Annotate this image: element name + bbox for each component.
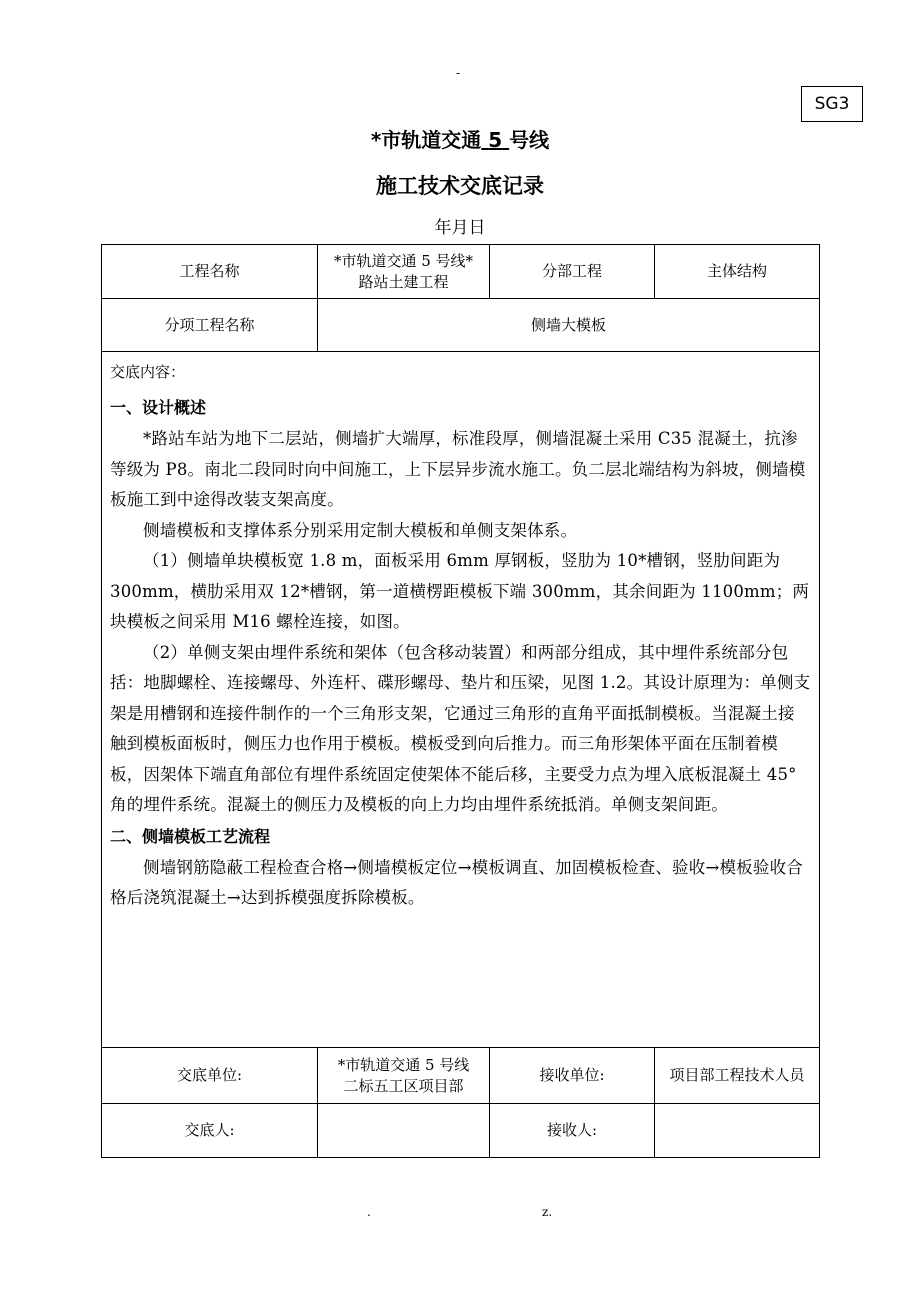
division-value: 主体结构 xyxy=(655,245,820,299)
section1-paragraph: 侧墙模板和支撑体系分别采用定制大模板和单侧支架体系。 xyxy=(143,520,578,540)
subitem-label: 分项工程名称 xyxy=(102,299,318,352)
content-row xyxy=(102,352,820,1048)
receiver-unit-label: 接收单位: xyxy=(490,1048,655,1104)
form-code-box: SG3 xyxy=(801,86,863,122)
receiver-person-label: 接收人: xyxy=(490,1104,655,1158)
disclosure-form-table xyxy=(101,244,820,1158)
subitem-row xyxy=(102,299,820,352)
issuer-unit-value: *市轨道交通 5 号线 二标五工区项目部 xyxy=(318,1048,490,1104)
content-label: 交底内容： xyxy=(110,363,186,381)
subitem-value: 侧墙大模板 xyxy=(318,299,820,352)
top-mark: - xyxy=(456,66,461,80)
document-subtitle: 施工技术交底记录 xyxy=(376,174,544,198)
section2-heading: 二、侧墙模板工艺流程 xyxy=(110,826,271,846)
footer-right-mark: z. xyxy=(542,1205,553,1219)
section2-paragraph: 侧墙钢筋隐蔽工程检查合格→侧墙模板定位→模板调直、加固模板检查、验收→模板验收合格后浇筑混凝土→达到拆模强度拆除模板。 xyxy=(110,857,803,907)
issuer-person-signature xyxy=(318,1104,490,1158)
project-name-value: *市轨道交通 5 号线* 路站土建工程 xyxy=(318,245,490,299)
project-name-label: 工程名称 xyxy=(102,245,318,299)
document-date: 年月日 xyxy=(434,218,486,238)
project-row xyxy=(102,245,820,299)
section1-paragraph: （2）单侧支架由埋件系统和架体（包含移动装置）和两部分组成，其中埋件系统部分包括：地脚螺栓、连接螺母、外连杆、碟形螺母、垫片和压梁，见图 1.2。其设计原理为：单侧支架是用槽钢和连接件制作的一个三角形支架，它通过三角形的直角平面抵制模板。当混凝土接触到模板面板时，侧压力也作用于模板。模板受到向后推力。而三角形架体平面在压制着模板，因架体下端直角部位有埋件系统固定使架体不能后移，主要受力点为埋入底板混凝土 45°角的埋件系统。混凝土的侧压力及模板的向上力均由埋件系统抵消。单侧支架间距。 xyxy=(110,642,811,814)
title-prefix: *市轨道交通 xyxy=(370,128,482,152)
title-suffix: 号线 xyxy=(509,128,550,152)
division-label: 分部工程 xyxy=(490,245,655,299)
unit-row xyxy=(102,1048,820,1104)
person-row xyxy=(102,1104,820,1158)
section1-heading: 一、设计概述 xyxy=(110,398,207,417)
document-title xyxy=(0,124,920,153)
receiver-unit-value: 项目部工程技术人员 xyxy=(655,1048,820,1104)
issuer-unit-label: 交底单位: xyxy=(102,1048,318,1104)
footer-left-mark: . xyxy=(367,1205,371,1219)
issuer-person-label: 交底人: xyxy=(102,1104,318,1158)
title-line-number: 5 xyxy=(488,128,503,152)
disclosure-content xyxy=(102,352,820,1048)
section1-paragraph: *路站车站为地下二层站，侧墙扩大端厚，标准段厚，侧墙混凝土采用 C35 混凝土，抗渗等级为 P8。南北二段同时向中间施工，上下层异步流水施工。负二层北端结构为斜坡，侧墙模板施工到中途得改装支架高度。 xyxy=(110,429,806,509)
receiver-person-signature xyxy=(655,1104,820,1158)
section1-paragraph: （1）侧墙单块模板宽 1.8 m，面板采用 6mm 厚钢板，竖肋为 10*槽钢，竖肋间距为 300mm，横肋采用双 12*槽钢，第一道横楞距模板下端 300mm，其余间距为 1100mm；两块模板之间采用 M16 螺栓连接，如图。 xyxy=(110,551,810,631)
